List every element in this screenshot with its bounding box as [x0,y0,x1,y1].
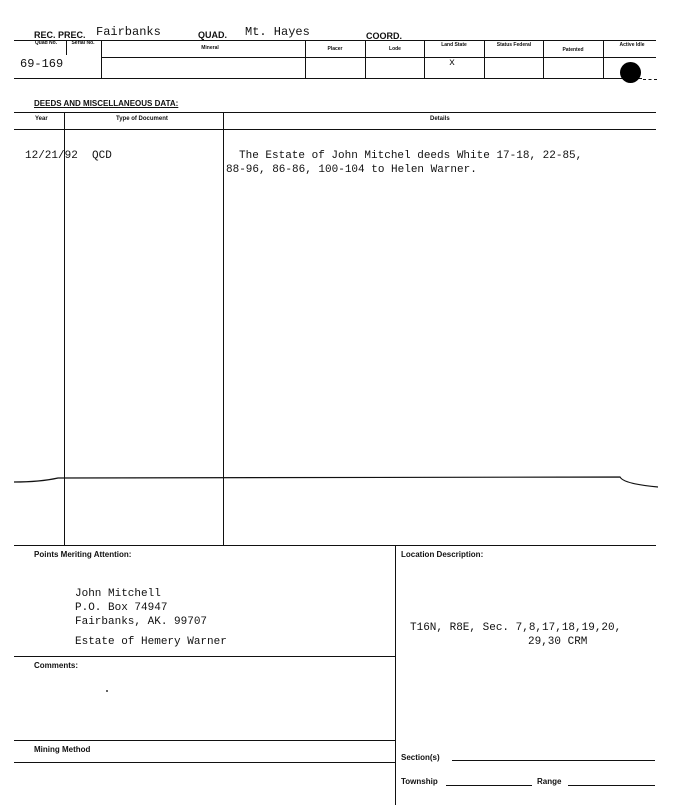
header-divider [305,40,306,78]
corner-tick-mark [643,75,657,80]
range-underline[interactable] [568,785,655,786]
points-address1: P.O. Box 74947 [75,602,168,614]
header-divider [365,40,366,78]
sections-underline[interactable] [452,760,655,761]
header-divider [543,40,544,78]
header-divider [66,40,67,55]
deed-details-line2: 88-96, 86-86, 100-104 to Helen Warner. [226,164,477,176]
mining-top-rule [14,740,395,741]
header-divider [484,40,485,78]
deed-details-line1: The Estate of John Mitchel deeds White 17-18, 22-85, [239,150,583,162]
rec-prec-label: REC. PREC. [34,30,86,40]
deeds-section-title: DEEDS AND MISCELLANEOUS DATA: [34,99,179,108]
header-divider [424,40,425,78]
comments-stray-dot [106,690,108,692]
header-divider [101,40,102,78]
details-column-header: Details [430,116,450,122]
points-meriting-label: Points Meriting Attention: [34,550,132,559]
header-mid-rule [101,57,656,58]
township-underline[interactable] [446,785,532,786]
deeds-top-rule [14,112,656,113]
quad-value[interactable]: Mt. Hayes [245,25,310,39]
quad-no-value[interactable]: 69-169 [20,57,64,71]
deed-year: 12/21/92 [25,150,78,162]
quad-label: QUAD. [198,30,227,40]
mineral-header: Mineral [201,45,219,51]
header-bottom-rule [14,78,642,79]
comments-top-rule [14,656,395,657]
year-column-header: Year [35,116,48,122]
status-federal-header: Status Federal [496,42,532,48]
land-state-value[interactable]: x [449,58,456,69]
active-idle-header: Active Idle [619,42,645,48]
deeds-header-rule [14,129,656,130]
points-name: John Mitchell [75,588,161,600]
location-line1: T16N, R8E, Sec. 7,8,17,18,19,20, [410,622,622,634]
coord-label: COORD. [366,31,402,41]
mining-method-label: Mining Method [34,745,91,754]
patented-header: Patented [562,47,584,53]
comments-label: Comments: [34,661,79,670]
mining-bottom-rule [14,762,395,763]
bottom-vertical-divider [395,545,396,805]
header-divider [603,40,604,78]
deeds-bottom-rule [14,545,656,546]
copy-fold-line [0,470,678,494]
deed-type: QCD [92,150,112,162]
land-state-header: Land State [441,42,467,48]
points-address2: Fairbanks, AK. 99707 [75,616,208,628]
location-line2: 29,30 CRM [528,636,588,648]
points-note: Estate of Hemery Warner [75,636,227,648]
quad-no-header: Quad No. [34,40,58,46]
rec-prec-value[interactable]: Fairbanks [96,25,161,39]
active-idle-dot[interactable] [620,62,641,83]
location-description-label: Location Description: [401,550,484,559]
township-label: Township [401,777,438,786]
header-top-rule [14,40,656,41]
placer-header: Placer [327,46,343,52]
lode-header: Lode [389,46,401,52]
type-column-header: Type of Document [116,116,168,122]
serial-no-header: Serial No. [71,40,95,46]
range-label: Range [537,777,562,786]
sections-label: Section(s) [401,753,440,762]
